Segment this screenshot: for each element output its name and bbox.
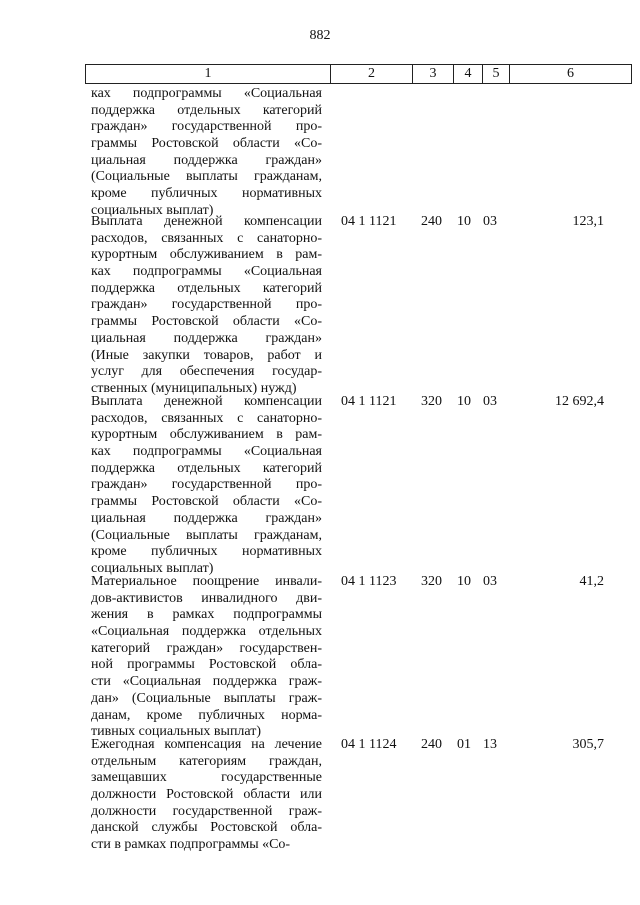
column-header-5: 5 — [483, 65, 510, 83]
target-article-code: 04 1 1123 — [341, 574, 397, 589]
description-line: тивных социальных выплат) — [91, 724, 262, 740]
description-line: граждан» государственной про- — [91, 119, 322, 135]
description-line: замещавших государственные — [91, 770, 322, 786]
description-line: Материальное поощрение инвали- — [91, 574, 322, 589]
description-line: ках подпрограммы «Социальная — [91, 264, 322, 280]
expense-type-code: 240 — [421, 214, 442, 229]
target-article-code: 04 1 1121 — [341, 214, 397, 229]
description-line: кроме публичных нормативных — [91, 186, 322, 202]
description-line: циальная поддержка граждан» — [91, 330, 322, 346]
description-line: сти в рамках подпрограммы «Со- — [91, 837, 291, 853]
section-code: 01 — [457, 737, 471, 752]
description-line: поддержка отдельных категорий — [91, 460, 322, 476]
description-line: граммы Ростовской области «Со- — [91, 494, 322, 510]
expense-type-code: 240 — [421, 737, 442, 752]
column-header-2: 2 — [331, 65, 413, 83]
description-line: дов-активистов инвалидного дви- — [91, 590, 322, 606]
description-line: (Социальные выплаты гражданам, — [91, 169, 322, 185]
description-line: должности Ростовской области или — [91, 787, 322, 803]
column-header-6: 6 — [567, 66, 574, 81]
description-line: поддержка отдельных категорий — [91, 102, 322, 118]
description-line: граждан» государственной про- — [91, 477, 322, 493]
subsection-code: 03 — [483, 214, 497, 229]
row-description — [91, 574, 322, 741]
description-line: ной программы Ростовской обла- — [91, 657, 322, 673]
target-article-code: 04 1 1121 — [341, 394, 397, 409]
row-description — [91, 737, 322, 854]
description-line: ках подпрограммы «Социальная — [91, 444, 322, 460]
description-line: курортным обслуживанием в рам- — [91, 247, 322, 263]
page-number: 882 — [309, 28, 331, 43]
section-code: 10 — [457, 214, 471, 229]
row-description — [91, 394, 322, 578]
description-line: отдельным категориям граждан, — [91, 753, 322, 769]
expense-type-code: 320 — [421, 394, 442, 409]
section-code: 10 — [457, 394, 471, 409]
description-line: (Социальные выплаты гражданам, — [91, 527, 322, 543]
description-line: дан» (Социальные выплаты граж- — [91, 690, 322, 706]
column-header-4: 4 — [454, 65, 483, 83]
description-line: расходов, связанных с санаторно- — [91, 230, 322, 246]
row-description — [91, 86, 322, 220]
description-line: данской службы Ростовской обла- — [91, 820, 322, 836]
amount-value: 123,1 — [572, 214, 604, 229]
subsection-code: 03 — [483, 394, 497, 409]
description-line: должности государственной граж- — [91, 803, 322, 819]
description-line: граммы Ростовской области «Со- — [91, 136, 322, 152]
description-line: Ежегодная компенсация на лечение — [91, 737, 322, 752]
amount-value: 305,7 — [572, 737, 604, 752]
description-line: граммы Ростовской области «Со- — [91, 314, 322, 330]
description-line: (Иные закупки товаров, работ и — [91, 347, 322, 363]
description-line: ках подпрограммы «Социальная — [91, 86, 322, 101]
description-line: циальная поддержка граждан» — [91, 152, 322, 168]
subsection-code: 13 — [483, 737, 497, 752]
subsection-code: 03 — [483, 574, 497, 589]
section-code: 10 — [457, 574, 471, 589]
description-line: курортным обслуживанием в рам- — [91, 427, 322, 443]
description-line: «Социальная поддержка отдельных — [91, 624, 322, 640]
column-header-1: 1 — [86, 65, 331, 83]
description-line: ственных (муниципальных) нужд) — [91, 380, 297, 396]
target-article-code: 04 1 1124 — [341, 737, 397, 752]
description-line: Выплата денежной компенсации — [91, 394, 322, 409]
description-line: расходов, связанных с санаторно- — [91, 410, 322, 426]
description-line: категорий граждан» государствен- — [91, 640, 322, 656]
description-line: услуг для обеспечения государ- — [91, 364, 322, 380]
description-line: социальных выплат) — [91, 202, 214, 218]
table-header-row — [85, 64, 632, 84]
description-line: граждан» государственной про- — [91, 297, 322, 313]
description-line: Выплата денежной компенсации — [91, 214, 322, 229]
amount-value: 41,2 — [579, 574, 604, 589]
description-line: социальных выплат) — [91, 560, 214, 576]
column-header-3: 3 — [413, 65, 454, 83]
description-line: данам, кроме публичных норма- — [91, 707, 322, 723]
description-line: поддержка отдельных категорий — [91, 280, 322, 296]
row-description — [91, 214, 322, 398]
description-line: кроме публичных нормативных — [91, 544, 322, 560]
description-line: жения в рамках подпрограммы — [91, 607, 322, 623]
description-line: сти «Социальная поддержка граж- — [91, 674, 322, 690]
description-line: циальная поддержка граждан» — [91, 510, 322, 526]
expense-type-code: 320 — [421, 574, 442, 589]
amount-value: 12 692,4 — [555, 394, 604, 409]
